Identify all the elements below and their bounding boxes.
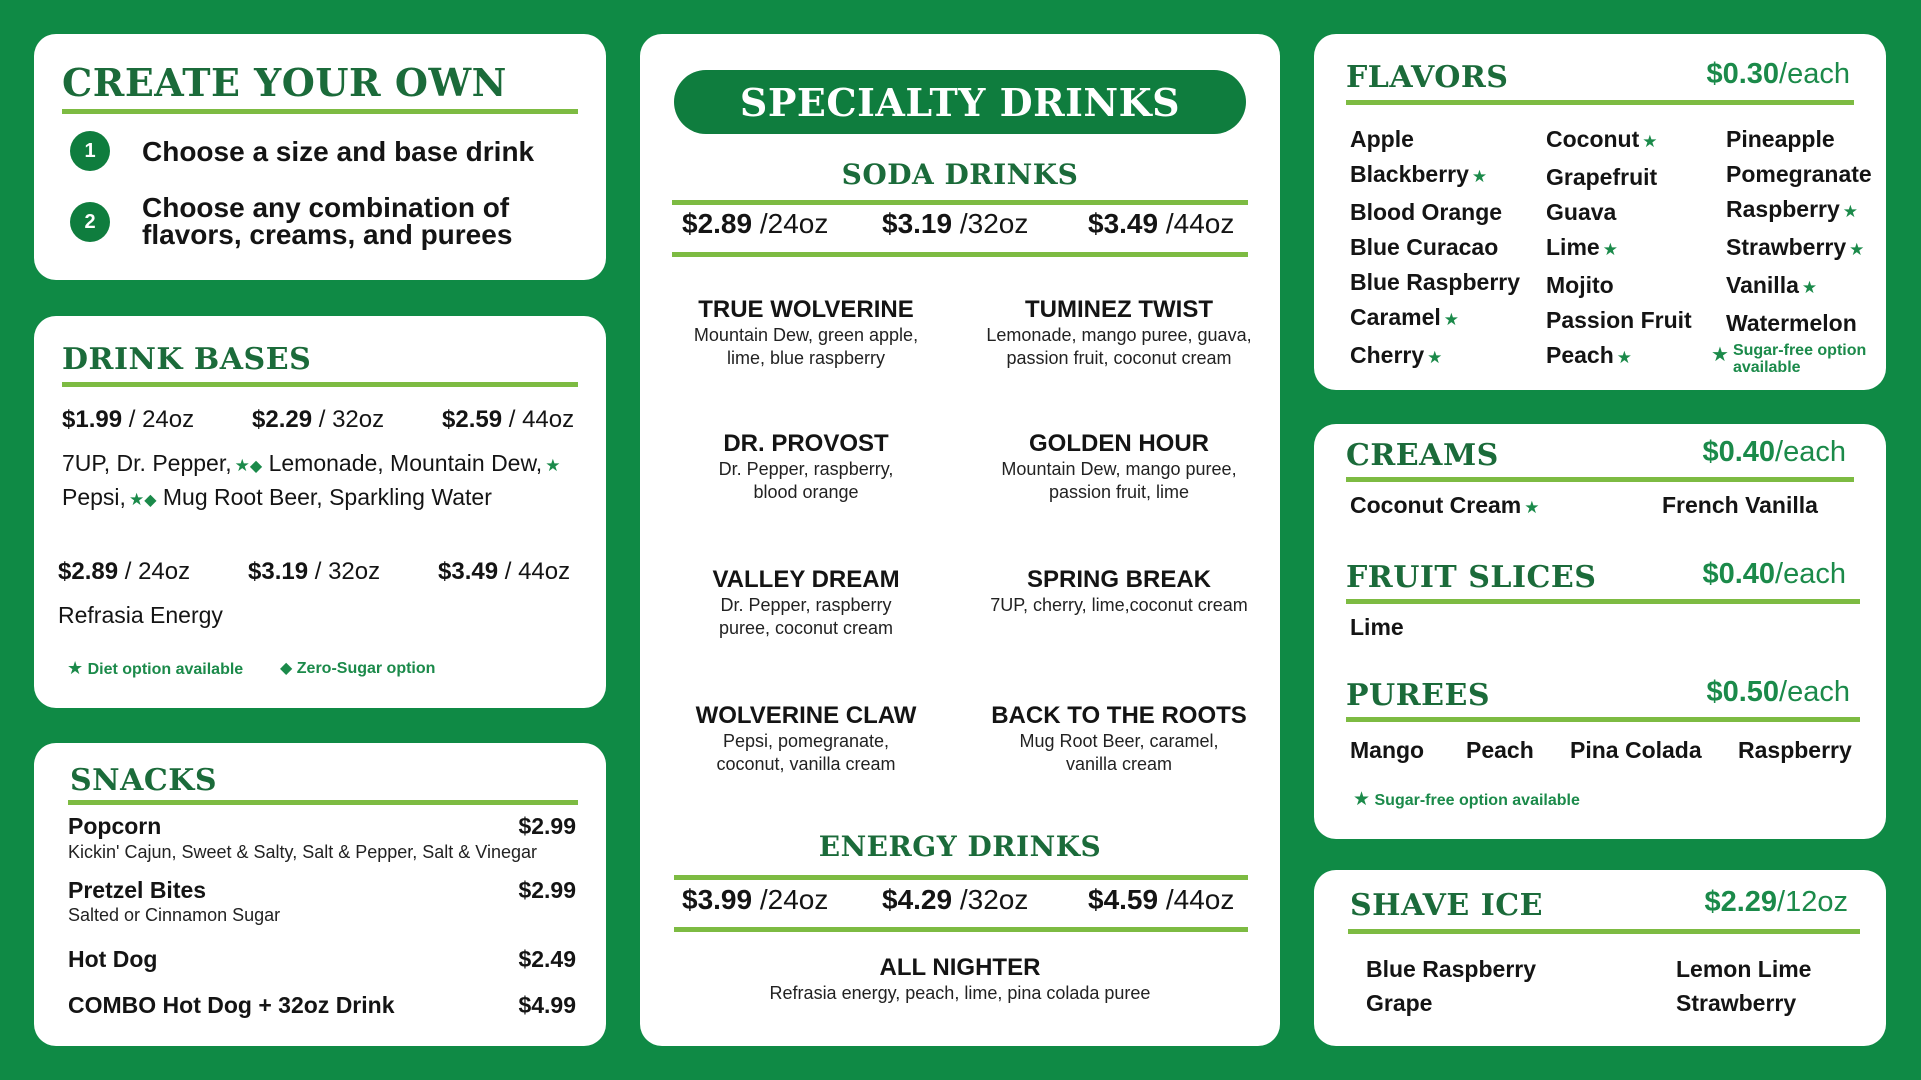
star-icon: ★: [1801, 278, 1818, 297]
drink-true-wolverine-desc1: Mountain Dew, green apple,: [693, 325, 919, 345]
star-icon: ★: [234, 456, 250, 475]
drink-back-to-the-roots-desc1: Mug Root Beer, caramel,: [1019, 731, 1219, 751]
snack-hotdog-name: Hot Dog: [68, 946, 158, 972]
flavor-item: Caramel ★: [1350, 304, 1460, 330]
snack-pretzel-name: Pretzel Bites: [68, 877, 207, 903]
shave-ice-card: [1314, 870, 1886, 1046]
flavors-card: [1314, 34, 1886, 390]
shave-ice-item: Blue Raspberry: [1366, 956, 1537, 982]
drink-spring-break-name: SPRING BREAK: [1026, 566, 1212, 593]
snacks-title: SNACKS: [70, 763, 217, 798]
flavor-item: Pomegranate: [1726, 161, 1872, 187]
diamond-icon: ◆: [249, 458, 263, 475]
star-icon: ★: [1711, 344, 1729, 366]
drink-wolverine-claw-desc1: Pepsi, pomegranate,: [722, 731, 890, 751]
base-energy-name: Refrasia Energy: [58, 602, 223, 628]
star-icon: ★: [1849, 240, 1865, 259]
addons-card: [1314, 424, 1886, 839]
drink-golden-hour-desc2: passion fruit, lime: [1048, 482, 1190, 502]
base-soda-list-line2: Pepsi, ★◆ Mug Root Beer, Sparkling Water: [62, 484, 492, 510]
base-soda-price-44: $2.59 / 44oz: [442, 406, 575, 433]
star-icon: ★: [67, 658, 84, 678]
bases-title: DRINK BASES: [62, 342, 312, 377]
purees-title: PUREES: [1346, 678, 1491, 713]
cream-item: Coconut Cream ★: [1350, 492, 1540, 518]
puree-item: Mango: [1350, 737, 1425, 763]
purees-price: $0.50/each: [1706, 676, 1850, 708]
star-icon: ★: [1842, 202, 1859, 221]
flavors-col-2: [1546, 122, 1692, 376]
step-1-text: Choose a size and base drink: [142, 136, 535, 167]
step-2-text-line1: Choose any combination of: [142, 192, 510, 223]
drink-dr-provost-name: DR. PROVOST: [723, 430, 889, 457]
specialty-title: SPECIALTY DRINKS: [739, 79, 1181, 125]
fruit-rule: [1346, 599, 1860, 604]
create-title: CREATE YOUR OWN: [62, 60, 507, 105]
drink-tuminez-twist-desc2: passion fruit, coconut cream: [1006, 348, 1232, 368]
flavors-sugar-free-note: ★ Sugar-free option available: [1711, 342, 1867, 376]
star-icon: ★: [1443, 310, 1460, 329]
puree-item: Raspberry: [1738, 737, 1852, 763]
snack-pretzel-price: $2.99: [518, 877, 576, 903]
snack-hotdog-price: $2.49: [518, 946, 576, 972]
drink-tuminez-twist-name: TUMINEZ TWIST: [1025, 296, 1213, 323]
drink-bases-card: [34, 316, 606, 708]
base-energy-price-44: $3.49 / 44oz: [438, 558, 571, 585]
create-rule: [62, 109, 578, 114]
star-icon: ★: [1353, 789, 1371, 810]
flavor-item: Mojito: [1546, 272, 1614, 298]
shave-ice-item: Strawberry: [1676, 990, 1797, 1016]
drink-wolverine-claw-name: WOLVERINE CLAW: [695, 702, 917, 729]
fruit-item: Lime: [1350, 614, 1404, 640]
drink-wolverine-claw-desc2: coconut, vanilla cream: [716, 754, 896, 774]
creams-title: CREAMS: [1346, 438, 1499, 473]
star-icon: ★: [128, 490, 145, 509]
cream-item: French Vanilla: [1662, 492, 1818, 518]
base-energy-price-32: $3.19 / 32oz: [248, 558, 381, 585]
drink-back-to-the-roots-name: BACK TO THE ROOTS: [991, 702, 1247, 729]
star-icon: ★: [1471, 167, 1488, 186]
base-soda-price-32: $2.29 / 32oz: [252, 406, 385, 433]
base-soda-list-line1: 7UP, Dr. Pepper, ★◆ Lemonade, Mountain Dew, ★: [62, 450, 561, 476]
soda-drinks-title: SODA DRINKS: [841, 158, 1079, 191]
specialty-title-banner: [674, 70, 1246, 134]
creams-rule: [1346, 477, 1854, 482]
bases-rule: [62, 382, 578, 387]
energy-price-44: $4.59 /44oz: [1088, 884, 1235, 915]
drink-all-nighter-name: ALL NIGHTER: [879, 954, 1041, 981]
shave-ice-item: Lemon Lime: [1676, 956, 1812, 982]
soda-price-24: $2.89 /24oz: [682, 208, 829, 239]
flavor-item: Blackberry ★: [1350, 161, 1488, 187]
flavors-col-3: [1726, 122, 1872, 341]
drink-dr-provost-desc2: blood orange: [753, 482, 859, 502]
flavor-item: Pineapple: [1726, 126, 1835, 152]
snack-combo-price: $4.99: [518, 992, 576, 1018]
flavor-item: Guava: [1546, 199, 1617, 225]
star-icon: ★: [1616, 348, 1633, 367]
drink-dr-provost-desc1: Dr. Pepper, raspberry,: [718, 459, 894, 479]
star-icon: ★: [1602, 240, 1618, 259]
flavors-title: FLAVORS: [1346, 60, 1509, 95]
legend-zero-sugar: ◆ Zero-Sugar option: [280, 660, 436, 677]
drink-back-to-the-roots-desc2: vanilla cream: [1065, 754, 1173, 774]
drink-golden-hour-name: GOLDEN HOUR: [1029, 430, 1209, 457]
flavor-item: Grapefruit: [1546, 164, 1658, 190]
creams-price: $0.40/each: [1702, 436, 1846, 468]
flavor-item: Strawberry ★: [1726, 234, 1865, 260]
flavor-item: Watermelon: [1726, 310, 1857, 336]
flavor-item: Peach ★: [1546, 342, 1633, 368]
base-soda-price-24: $1.99 / 24oz: [62, 406, 195, 433]
energy-rule-top: [674, 875, 1248, 880]
snack-popcorn-price: $2.99: [518, 813, 576, 839]
flavors-price: $0.30/each: [1706, 58, 1850, 90]
drink-true-wolverine-desc2: lime, blue raspberry: [726, 348, 886, 368]
flavor-item: Blue Raspberry: [1350, 269, 1521, 295]
puree-item: Pina Colada: [1570, 737, 1702, 763]
drink-spring-break-desc1: 7UP, cherry, lime,coconut cream: [990, 595, 1248, 615]
shave-ice-rule: [1348, 929, 1860, 934]
shave-ice-item: Grape: [1366, 990, 1433, 1016]
flavor-item: Cherry ★: [1350, 342, 1443, 368]
drink-all-nighter-desc: Refrasia energy, peach, lime, pina colada puree: [769, 983, 1151, 1003]
star-icon: ★: [1642, 132, 1658, 151]
fruit-slices-price: $0.40/each: [1702, 558, 1846, 590]
flavors-col-1: [1350, 122, 1520, 376]
step-2-badge: 2: [70, 202, 110, 242]
soda-price-44: $3.49 /44oz: [1088, 208, 1235, 239]
snack-combo-name: COMBO Hot Dog + 32oz Drink: [68, 992, 395, 1018]
fruit-slices-title: FRUIT SLICES: [1346, 560, 1597, 595]
step-1-badge: 1: [70, 131, 110, 171]
star-icon: ★: [545, 456, 561, 475]
legend-diet: ★ Diet option available: [67, 658, 244, 678]
purees-sugar-free-note: ★ Sugar-free option available: [1353, 789, 1580, 810]
flavor-item: Blue Curacao: [1350, 234, 1499, 260]
flavors-rule: [1346, 100, 1854, 105]
base-energy-price-24: $2.89 / 24oz: [58, 558, 191, 585]
purees-rule: [1346, 717, 1860, 722]
energy-drinks-title: ENERGY DRINKS: [818, 830, 1102, 863]
drink-tuminez-twist-desc1: Lemonade, mango puree, guava,: [986, 325, 1252, 345]
puree-item: Peach: [1466, 737, 1534, 763]
shave-ice-title: SHAVE ICE: [1350, 888, 1543, 923]
star-icon: ★: [1427, 348, 1443, 367]
flavor-item: Passion Fruit: [1546, 307, 1692, 333]
specialty-card: [640, 34, 1280, 1046]
flavor-item: Lime ★: [1546, 234, 1618, 260]
energy-rule-bottom: [674, 927, 1248, 932]
energy-price-24: $3.99 /24oz: [682, 884, 829, 915]
flavor-item: Apple: [1350, 126, 1414, 152]
create-your-own-card: [34, 34, 606, 280]
flavor-item: Vanilla ★: [1726, 272, 1818, 298]
snack-pretzel-sub: Salted or Cinnamon Sugar: [68, 905, 281, 925]
drink-valley-dream-desc2: puree, coconut cream: [718, 618, 894, 638]
drink-true-wolverine-name: TRUE WOLVERINE: [698, 296, 914, 323]
snack-popcorn-sub: Kickin' Cajun, Sweet & Salty, Salt & Pepper, Salt & Vinegar: [68, 842, 538, 862]
snacks-card: [34, 743, 606, 1046]
snack-popcorn-name: Popcorn: [68, 813, 162, 839]
drink-valley-dream-desc1: Dr. Pepper, raspberry: [720, 595, 892, 615]
soda-price-32: $3.19 /32oz: [882, 208, 1029, 239]
step-2-text-line2: flavors, creams, and purees: [142, 219, 513, 250]
drink-golden-hour-desc1: Mountain Dew, mango puree,: [1001, 459, 1237, 479]
soda-rule-top: [672, 200, 1248, 205]
flavor-item: Coconut ★: [1546, 126, 1658, 152]
shave-ice-price: $2.29/12oz: [1704, 886, 1848, 918]
star-icon: ★: [1524, 498, 1540, 517]
snacks-rule: [68, 800, 578, 805]
energy-price-32: $4.29 /32oz: [882, 884, 1029, 915]
soda-rule-bottom: [672, 252, 1248, 257]
diamond-icon: ◆: [144, 492, 157, 509]
flavor-item: Raspberry ★: [1726, 196, 1859, 222]
diamond-icon: ◆: [280, 660, 293, 677]
flavor-item: Blood Orange: [1350, 199, 1503, 225]
drink-valley-dream-name: VALLEY DREAM: [712, 566, 900, 593]
